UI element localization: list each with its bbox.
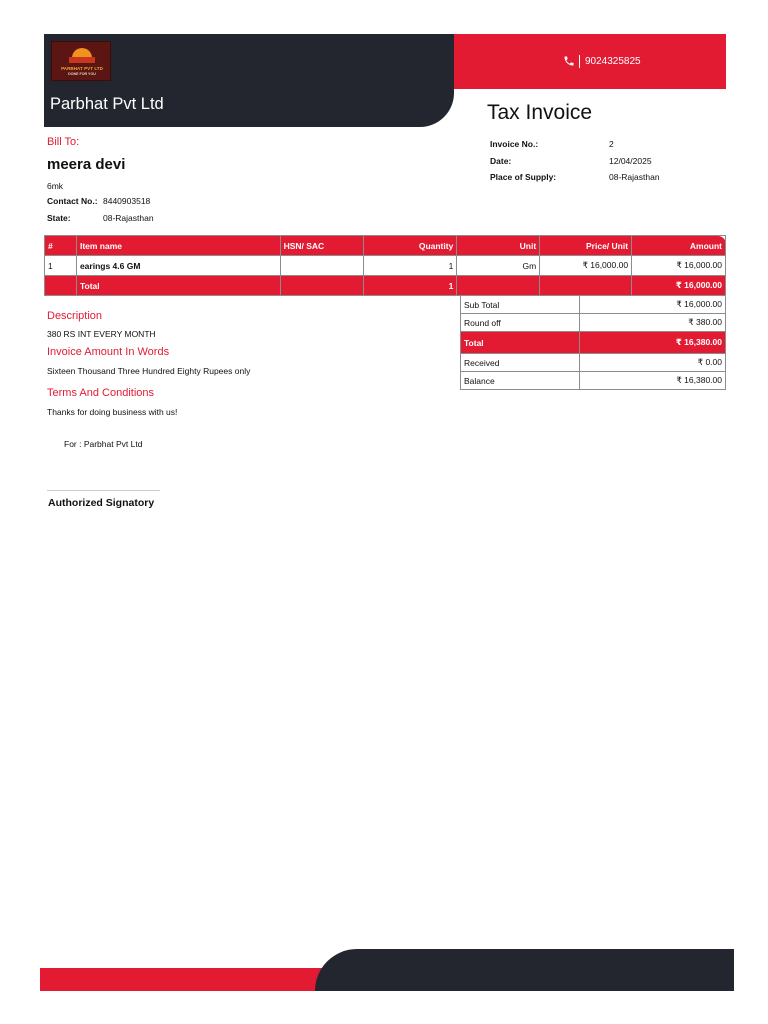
meta-value: 08-Rajasthan	[609, 172, 660, 183]
company-name: Parbhat Pvt Ltd	[50, 95, 164, 113]
summary-row-subtotal	[461, 296, 726, 314]
logo-tagline: DONE FOR YOU	[68, 72, 96, 76]
footer-dark-band	[315, 949, 734, 991]
phone-divider	[579, 55, 580, 68]
customer-address: 6mk	[47, 181, 64, 191]
cell-unit: Gm	[457, 256, 540, 276]
summary-row-balance	[461, 372, 726, 390]
signature-for-line: For : Parbhat Pvt Ltd	[64, 439, 143, 449]
total-quantity: 1	[364, 276, 457, 296]
items-table	[44, 235, 726, 296]
total-label: Total	[76, 276, 280, 296]
state-label: State:	[47, 213, 71, 223]
summary-row-total	[461, 332, 726, 354]
total-empty-cell	[280, 276, 364, 296]
terms-text: Thanks for doing business with us!	[47, 407, 178, 417]
items-header-row	[45, 236, 726, 256]
customer-state-row	[47, 213, 154, 223]
total-amount: ₹ 16,000.00	[632, 276, 726, 296]
summary-value: ₹ 16,000.00	[579, 296, 725, 314]
terms-label: Terms And Conditions	[47, 387, 154, 399]
meta-label: Invoice No.:	[490, 139, 539, 150]
col-header-number: #	[45, 236, 77, 256]
summary-value: ₹ 380.00	[579, 314, 725, 332]
contact-label: Contact No.:	[47, 196, 98, 206]
summary-label: Round off	[461, 314, 580, 332]
summary-row-round-off	[461, 314, 726, 332]
cell-number: 1	[45, 256, 77, 276]
description-text: 380 RS INT EVERY MONTH	[47, 329, 156, 339]
customer-name: meera devi	[47, 156, 126, 173]
meta-label: Place of Supply:	[490, 172, 557, 183]
logo-roof-shape	[69, 57, 95, 63]
phone-number: 9024325825	[585, 55, 641, 67]
header-phone	[563, 53, 641, 69]
amount-in-words-label: Invoice Amount In Words	[47, 346, 170, 358]
summary-label: Received	[461, 354, 580, 372]
summary-row-received	[461, 354, 726, 372]
col-header-hsn: HSN/ SAC	[280, 236, 364, 256]
customer-contact-row	[47, 196, 150, 206]
summary-label: Total	[461, 332, 580, 354]
meta-value: 12/04/2025	[609, 155, 652, 166]
logo-text: PARBHAT PVT LTD	[61, 66, 103, 71]
total-empty-cell	[457, 276, 540, 296]
bill-to-label: Bill To:	[47, 136, 80, 148]
phone-icon	[563, 55, 575, 67]
summary-value: ₹ 16,380.00	[579, 332, 725, 354]
col-header-item-name: Item name	[76, 236, 280, 256]
invoice-title: Tax Invoice	[487, 101, 593, 124]
summary-label: Balance	[461, 372, 580, 390]
meta-label: Date:	[490, 155, 512, 166]
summary-value: ₹ 16,380.00	[579, 372, 725, 390]
invoice-date-row	[490, 153, 660, 170]
items-total-row	[45, 276, 726, 296]
state-value: 08-Rajasthan	[103, 213, 154, 223]
summary-table	[460, 295, 726, 390]
invoice-number-row	[490, 136, 660, 153]
meta-value: 2	[609, 139, 614, 150]
cell-quantity: 1	[364, 256, 457, 276]
total-empty-cell	[45, 276, 77, 296]
invoice-meta	[490, 136, 660, 186]
summary-value: ₹ 0.00	[579, 354, 725, 372]
col-header-quantity: Quantity	[364, 236, 457, 256]
col-header-amount: Amount	[632, 236, 726, 256]
signature-line	[47, 490, 160, 491]
amount-in-words-text: Sixteen Thousand Three Hundred Eighty Rupees only	[47, 366, 251, 376]
contact-value: 8440903518	[103, 196, 151, 206]
summary-label: Sub Total	[461, 296, 580, 314]
cell-item-name: earings 4.6 GM	[76, 256, 280, 276]
table-row	[45, 256, 726, 276]
cell-hsn	[280, 256, 364, 276]
col-header-unit: Unit	[457, 236, 540, 256]
cell-price: ₹ 16,000.00	[540, 256, 632, 276]
place-of-supply-row	[490, 169, 660, 186]
authorized-signatory-label: Authorized Signatory	[48, 497, 155, 509]
total-empty-cell	[540, 276, 632, 296]
company-logo	[51, 41, 111, 81]
cell-amount: ₹ 16,000.00	[632, 256, 726, 276]
col-header-price: Price/ Unit	[540, 236, 632, 256]
description-label: Description	[47, 310, 103, 322]
